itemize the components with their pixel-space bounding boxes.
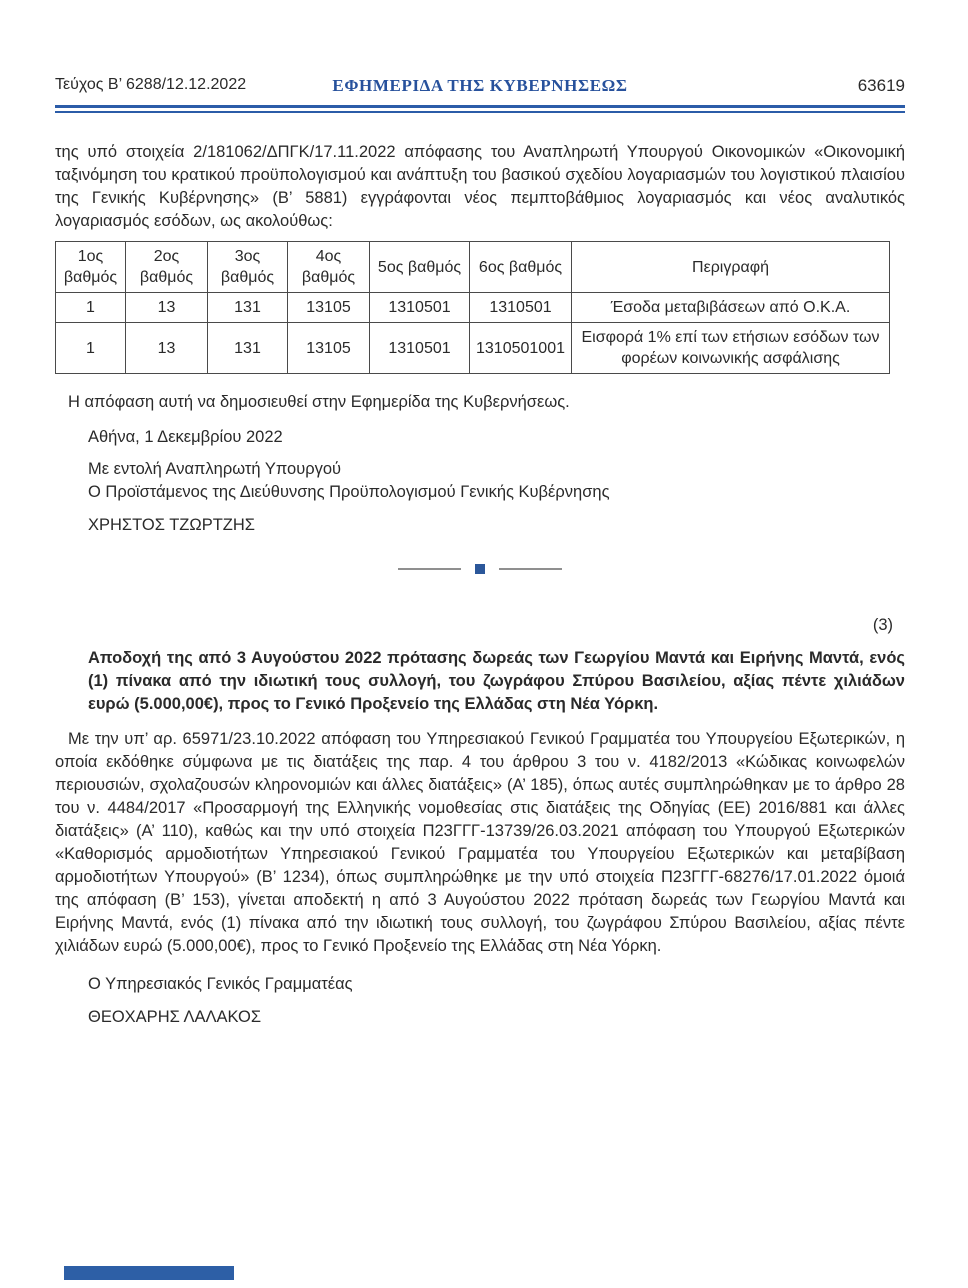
divider-square-icon	[475, 564, 485, 574]
table-cell: 1310501	[370, 293, 470, 323]
table-cell: 1310501	[470, 293, 572, 323]
section-divider	[55, 564, 905, 574]
table-cell: 1310501	[370, 323, 470, 374]
column-header: Περιγραφή	[572, 242, 890, 293]
page-number: 63619	[857, 76, 905, 95]
table-row	[56, 293, 890, 323]
column-header: 6ος βαθμός	[470, 242, 572, 293]
table-cell: Έσοδα μεταβιβάσεων από Ο.Κ.Α.	[572, 293, 890, 323]
signer-title: Ο Προϊστάμενος της Διεύθυνσης Προϋπολογισμού Γενικής Κυβέρνησης	[88, 483, 610, 501]
signer-name: ΘΕΟΧΑΡΗΣ ΛΑΛΑΚΟΣ	[88, 1008, 262, 1026]
decision2-signature-block	[88, 426, 905, 537]
header-double-rule	[55, 105, 905, 113]
table-cell: 13	[126, 323, 208, 374]
column-header: 1ος βαθμός	[56, 242, 126, 293]
column-header: 3ος βαθμός	[208, 242, 288, 293]
column-header: 4ος βαθμός	[288, 242, 370, 293]
table-cell: Εισφορά 1% επί των ετήσιων εσόδων των φορέων κοινωνικής ασφάλισης	[572, 323, 890, 374]
table-cell: 1	[56, 323, 126, 374]
table-cell: 1310501001	[470, 323, 572, 374]
gazette-masthead: ΕΦΗΜΕΡΙΔΑ ΤΗΣ ΚΥΒΕΡΝΗΣΕΩΣ	[332, 76, 628, 95]
table-row	[56, 323, 890, 374]
page-content	[55, 141, 905, 1029]
signer-title: Ο Υπηρεσιακός Γενικός Γραμματέας	[88, 975, 353, 993]
page-header	[55, 76, 905, 98]
footer-blue-mark	[64, 1266, 234, 1280]
decision3-signature-block	[88, 973, 905, 1029]
table-cell: 1	[56, 293, 126, 323]
place-date: Αθήνα, 1 Δεκεμβρίου 2022	[88, 428, 283, 446]
issue-label: Τεύχος Β’ 6288/12.12.2022	[55, 76, 247, 93]
table-cell: 13	[126, 293, 208, 323]
by-order-line: Με εντολή Αναπληρωτή Υπουργού	[88, 460, 342, 478]
table-cell: 13105	[288, 293, 370, 323]
decision3-body-paragraph: Με την υπ’ αρ. 65971/23.10.2022 απόφαση του Υπηρεσιακού Γενικού Γραμματέα του Υπουργείου Εξωτερικών, η οποία εκδόθηκε σύμφωνα με τις διατάξεις της παρ. 4 του άρθρου 3 του ν. 4182/2013 «Κώδικας κοινωφελών περιουσιών, σχολαζουσών κληρονομιών και άλλες διατάξεις» (Α’ 185), όπως αυτές συμπληρώθηκαν με το άρθρο 28 του ν. 4484/2017 «Προσαρμογή της Ελληνικής νομοθεσίας στις διατάξεις της Οδηγίας (ΕΕ) 2016/881 και άλλες διατάξεις» (Α’ 110), καθώς και την υπό στοιχεία Π23ΓΓΓ-13739/26.03.2021 απόφαση του Υπουργού Εξωτερικών «Καθορισμός αρμοδιοτήτων Υπηρεσιακού Γενικού Γραμματέα του Υπουργείου Εξωτερικών και μεταβίβαση αρμοδιοτήτων Υπουργού» (Β’ 1234), όπως συμπληρώθηκε με την υπό στοιχεία Π23ΓΓΓ-68276/17.01.2022 όμοιά της απόφαση (Β’ 153), γίνεται αποδεκτή η από 3 Αυγούστου 2022 πρόταση δωρεάς των Γεωργίου Μαντά και Ειρήνης Μαντά, ενός (1) πίνακα από την ιδιωτική τους συλλογή, του ζωγράφου Σπύρου Βασιλείου, αξίας πέντε χιλιάδων ευρώ (5.000,00€), προς το Γενικό Προξενείο της Ελλάδας στη Νέα Υόρκη.	[55, 730, 905, 955]
divider-line	[398, 568, 461, 570]
column-header: 5ος βαθμός	[370, 242, 470, 293]
table-cell: 13105	[288, 323, 370, 374]
accounts-table	[55, 241, 890, 374]
divider-line	[499, 568, 562, 570]
column-header: 2ος βαθμός	[126, 242, 208, 293]
signer-name: ΧΡΗΣΤΟΣ ΤΖΩΡΤΖΗΣ	[88, 516, 255, 534]
table-cell: 131	[208, 323, 288, 374]
decision2-intro-paragraph: της υπό στοιχεία 2/181062/ΔΠΓΚ/17.11.2022 απόφασης του Αναπληρωτή Υπουργού Οικονομικών «Οικονομική ταξινόμηση του κρατικού προϋπολογισμού και ανάπτυξη του βασικού σχεδίου λογαριασμών του λογιστικού πλαισίου της Γενικής Κυβέρνησης» (Β’ 5881) εγγράφονται νέος πεμπτοβάθμιος λογαριασμός και νέος αναλυτικός λογαριασμός εσόδων, ως ακολούθως:	[55, 143, 905, 230]
table-header-row	[56, 242, 890, 293]
decision3-number: (3)	[872, 616, 893, 634]
decision3-heading: Αποδοχή της από 3 Αυγούστου 2022 πρότασης δωρεάς των Γεωργίου Μαντά και Ειρήνης Μαντά, ενός (1) πίνακα από την ιδιωτική τους συλλογή, του ζωγράφου Σπύρου Βασιλείου, αξίας πέντε χιλιάδων ευρώ (5.000,00€), προς το Γενικό Προξενείο της Ελλάδας στη Νέα Υόρκη.	[88, 649, 905, 713]
table-cell: 131	[208, 293, 288, 323]
publish-note: Η απόφαση αυτή να δημοσιευθεί στην Εφημερίδα της Κυβερνήσεως.	[68, 393, 570, 411]
